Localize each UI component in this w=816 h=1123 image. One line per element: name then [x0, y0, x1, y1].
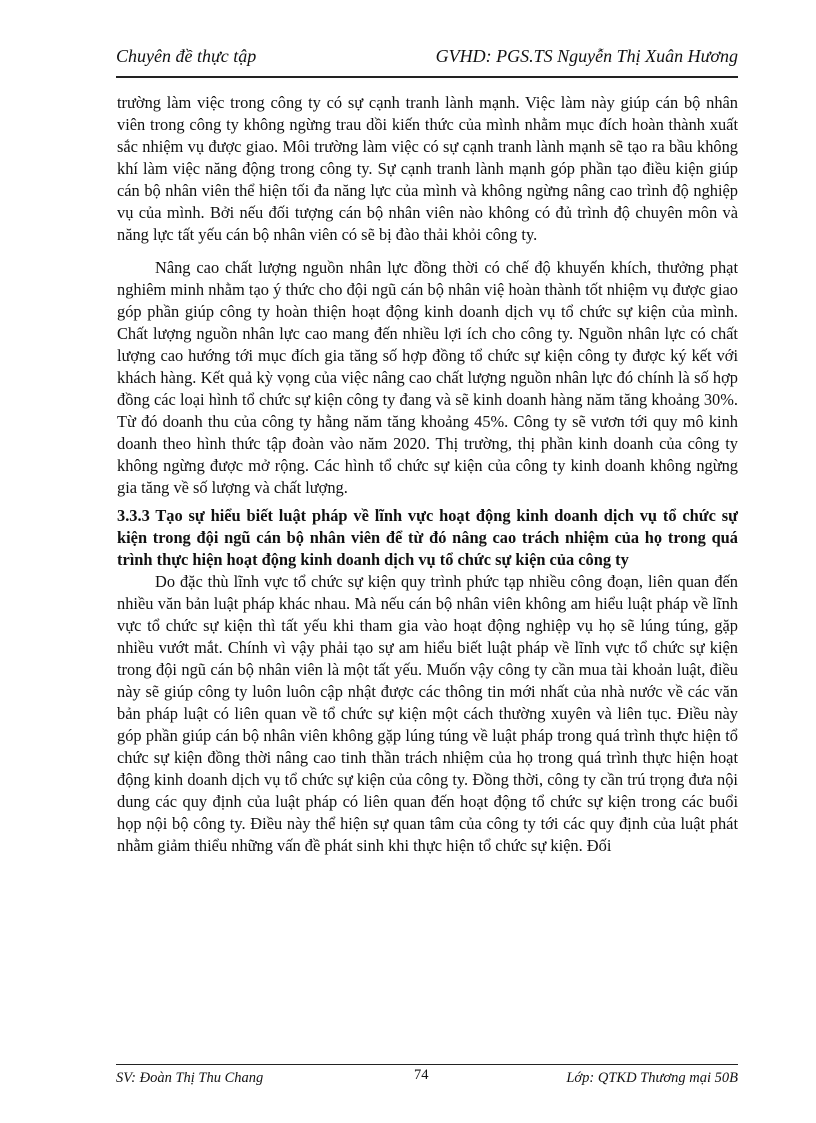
footer-class: Lớp: QTKD Thương mại 50B	[566, 1070, 738, 1086]
body-paragraph-2: Nâng cao chất lượng nguồn nhân lực đồng thời có chế độ khuyến khích, thưởng phạt nghiêm minh nhằm tạo ý thức cho đội ngũ cán bộ nhân việ hoàn thành tốt nhiệm vụ được giao góp phần giúp công ty hoàn thiện hoạt động kinh doanh dịch vụ tổ chức sự kiện của mình. Chất lượng nguồn nhân lực cao mang đến nhiều lợi ích cho công ty. Nguồn nhân lực có chất lượng cao hướng tới mục đích gia tăng số hợp đồng tổ chức sự kiện công ty được ký kết với khách hàng. Kết quả kỳ vọng của việc nâng cao chất lượng nguồn nhân lực đó chính là số hợp đồng các loại hình tổ chức sự kiện công ty đang và sẽ kinh doanh hàng năm tăng khoảng 30%. Từ đó doanh thu của công ty hằng năm tăng khoảng 45%. Công ty sẽ vươn tới quy mô kinh doanh theo hình thức tập đoàn vào năm 2020. Thị trường, thị phần kinh doanh của công ty không ngừng được mở rộng. Các hình tổ chức sự kiện của công ty kinh doanh không ngừng gia tăng về số lượng và chất lượng.	[117, 258, 738, 497]
section-heading: 3.3.3 Tạo sự hiểu biết luật pháp về lĩnh vực hoạt động kinh doanh dịch vụ tổ chức sự kiện trong đội ngũ cán bộ nhân viên để từ đó nâng cao trách nhiệm của họ trong quá trình thực hiện hoạt động kinh doanh dịch vụ tổ chức sự kiện của công ty	[117, 506, 738, 569]
page-body	[117, 92, 738, 857]
footer-divider	[116, 1064, 738, 1065]
footer-student: SV: Đoàn Thị Thu Chang	[116, 1070, 264, 1086]
body-paragraph-1: trường làm việc trong công ty có sự cạnh tranh lành mạnh. Việc làm này giúp cán bộ nhân viên trong công ty không ngừng trau dồi kiến thức của mình nhằm mục đích hoàn thành xuất sắc nhiệm vụ được giao. Môi trường làm việc có sự cạnh tranh lành mạnh sẽ tạo ra bầu không khí làm việc năng động trong công ty. Sự cạnh tranh lành mạnh góp phần tạo điều kiện giúp cán bộ nhân viên thể hiện tối đa năng lực của mình và không ngừng nâng cao trình độ nghiệp vụ của mình. Bởi nếu đối tượng cán bộ nhân viên nào không có đủ trình độ chuyên môn và năng lực tất yếu cán bộ nhân viên có sẽ bị đào thải khỏi công ty.	[117, 93, 738, 244]
page-number: 74	[414, 1067, 429, 1083]
header-divider	[116, 76, 738, 78]
body-paragraph-3: Do đặc thù lĩnh vực tổ chức sự kiện quy trình phức tạp nhiều công đoạn, liên quan đến nhiều văn bản luật pháp khác nhau. Mà nếu cán bộ nhân viên không am hiểu luật pháp về lĩnh vực tổ chức sự kiện thì tất yếu khi tham gia vào hoạt động nghiệp vụ họ sẽ lúng túng, gặp nhiều vướt mắt. Chính vì vậy phải tạo sự am hiểu biết luật pháp về lĩnh vực tổ chức sự kiện trong đội ngũ cán bộ nhân viên là một tất yếu. Muốn vậy công ty cần mua tài khoản luật, điều này sẽ giúp công ty luôn luôn cập nhật được các thông tin mới nhất của nhà nước về các văn bản pháp luật có liên quan về tổ chức sự kiện một cách thường xuyên và liên tục. Điều này góp phần giúp cán bộ nhân viên không gặp lúng túng về luật pháp trong quá trình thực hiện tổ chức sự kiện đồng thời nâng cao tinh thần trách nhiệm của họ trong quá trình thực hiện hoạt động kinh doanh dịch vụ tổ chức sự kiện của công ty. Đồng thời, công ty cần trú trọng đưa nội dung các quy định của luật pháp có liên quan đến hoạt động tổ chức sự kiện trong các buổi họp nội bộ công ty. Điều này thể hiện sự quan tâm của công ty tới các quy định của luật phát nhằm giảm thiểu những vấn đề phát sinh khi thực hiện tổ chức sự kiện. Đối	[117, 572, 738, 855]
page-header	[116, 46, 738, 74]
header-document-type: Chuyên đề thực tập	[116, 46, 257, 66]
header-supervisor: GVHD: PGS.TS Nguyễn Thị Xuân Hương	[435, 46, 738, 66]
